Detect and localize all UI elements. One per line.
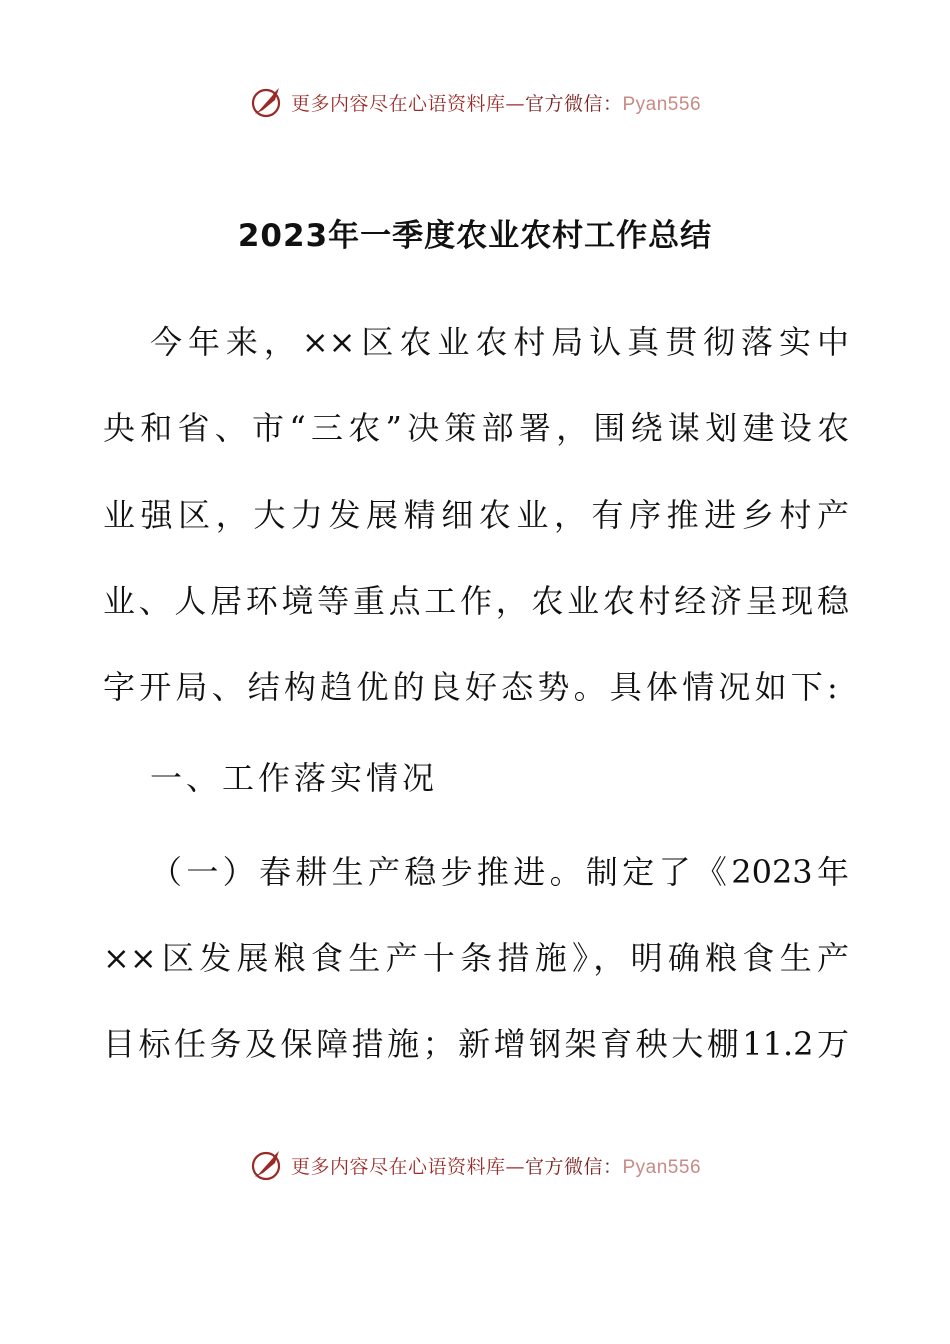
banner-site-text: 更多内容尽在心语资料库 [290, 1155, 506, 1178]
paragraph-line-2: 央和省、市“三农”决策部署，围绕谋划建设农 [103, 409, 849, 447]
paragraph-line-4: 业、人居环境等重点工作，农业农村经济呈现稳 [103, 582, 849, 620]
quill-pen-logo-icon [249, 84, 285, 120]
banner-wechat-label: 官方微信： [524, 1155, 623, 1178]
subsection-line-1: （一）春耕生产稳步推进。制定了《2023年 [150, 853, 849, 891]
subsection-line-3: 目标任务及保障措施；新增钢架育秧大棚11.2万 [103, 1025, 849, 1063]
banner-wechat-id: Pyan556 [622, 1156, 702, 1178]
banner-site-text: 更多内容尽在心语资料库 [290, 92, 506, 115]
paragraph-line-3: 业强区，大力发展精细农业，有序推进乡村产 [103, 496, 849, 534]
paragraph-line-5: 字开局、结构趋优的良好态势。具体情况如下: [103, 668, 842, 706]
document-title: 2023年一季度农业农村工作总结 [237, 218, 713, 254]
banner-label [291, 1152, 701, 1179]
footer-banner [0, 1145, 950, 1185]
banner-wechat-label: 官方微信： [524, 92, 623, 115]
banner-dash: — [505, 92, 525, 115]
banner-wechat-id: Pyan556 [622, 93, 702, 115]
banner-dash: — [505, 1155, 525, 1178]
header-banner [0, 82, 950, 122]
section-heading: 一、工作落实情况 [150, 759, 439, 797]
banner-label [291, 89, 701, 116]
subsection-line-2: ××区发展粮食生产十条措施》，明确粮食生产 [103, 939, 849, 977]
quill-pen-logo-icon [249, 1147, 285, 1183]
paragraph-line-1: 今年来，××区农业农村局认真贯彻落实中 [150, 323, 849, 361]
